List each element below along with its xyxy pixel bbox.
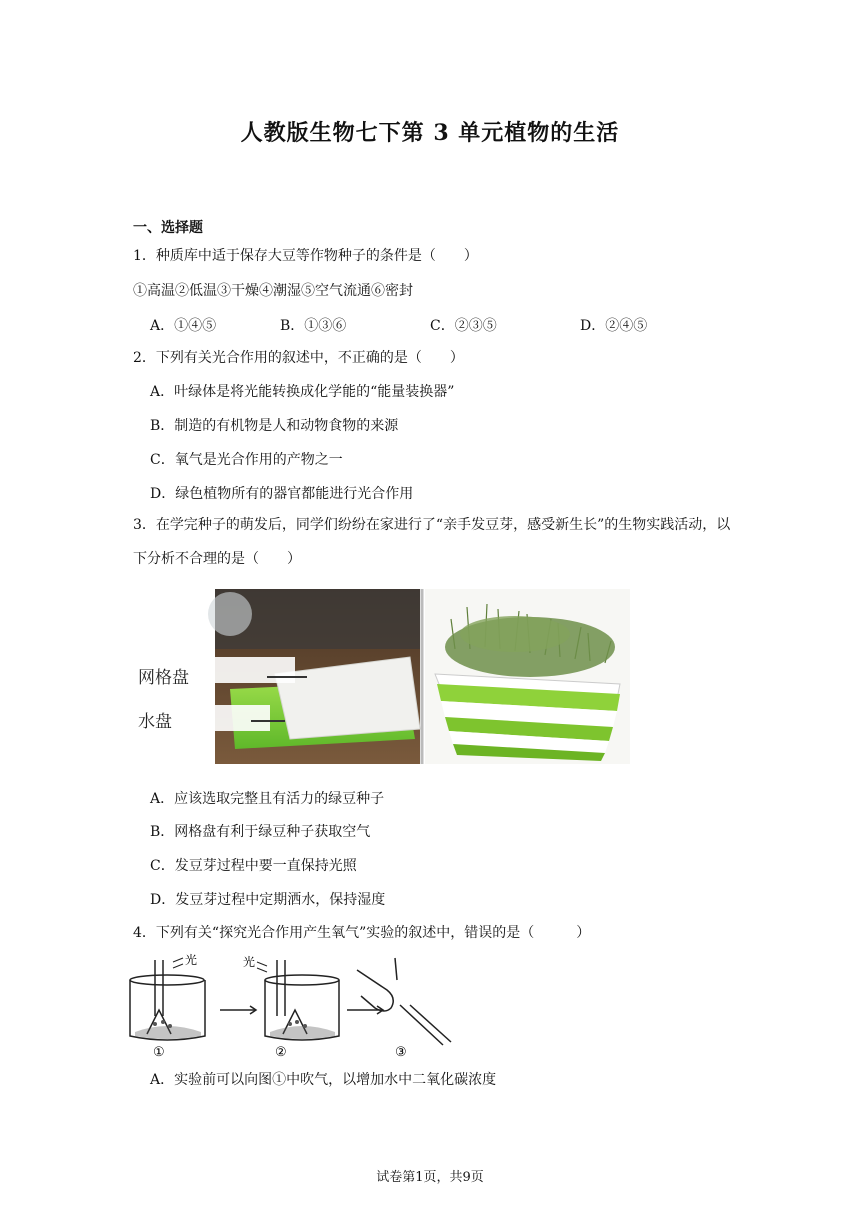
exam-title: 人教版生物七下第 3 单元植物的生活	[240, 120, 620, 146]
grid-tray-label: 网格盘	[138, 668, 189, 688]
q1-conditions: ①高温②低温③干燥④潮湿⑤空气流通⑥密封	[133, 283, 413, 299]
page-footer: 试卷第1页，共9页	[376, 1170, 484, 1185]
q3-option-c: C．发豆芽过程中要一直保持光照	[150, 858, 357, 874]
q3-option-d: D．发豆芽过程中定期洒水，保持湿度	[150, 892, 386, 908]
q3-option-b: B．网格盘有利于绿豆种子获取空气	[150, 824, 371, 840]
light-label-2: 光	[243, 955, 256, 969]
q1-option-b: B．①③⑥	[280, 318, 347, 334]
bean-sprout-photo	[138, 589, 630, 764]
q1-option-a: A．①④⑤	[150, 318, 217, 334]
q2-option-a: A．叶绿体是将光能转换成化学能的“能量装换器”	[150, 384, 455, 400]
oxygen-experiment-diagram	[125, 950, 455, 1060]
figure-label-1: ①	[153, 1045, 165, 1060]
figure-label-3: ③	[395, 1045, 407, 1060]
water-tray-label: 水盘	[138, 712, 172, 732]
q1-option-c: C．②③⑤	[430, 318, 497, 334]
light-label-1: 光	[185, 953, 198, 967]
q2-option-c: C．氧气是光合作用的产物之一	[150, 452, 343, 468]
q2-option-d: D．绿色植物所有的器官都能进行光合作用	[150, 486, 414, 502]
q3-stem: 3．在学完种子的萌发后，同学们纷纷在家进行了“亲手发豆芽，感受新生长”的生物实践活动，以下分析不合理的是（ ）	[133, 517, 731, 567]
section-heading: 一、选择题	[133, 220, 203, 236]
q2-stem: 2．下列有关光合作用的叙述中，不正确的是（ ）	[133, 350, 464, 366]
q1-option-d: D．②④⑤	[580, 318, 648, 334]
q2-option-b: B．制造的有机物是人和动物食物的来源	[150, 418, 399, 434]
q3-option-a: A．应该选取完整且有活力的绿豆种子	[150, 791, 385, 807]
q4-option-a: A．实验前可以向图①中吹气，以增加水中二氧化碳浓度	[150, 1072, 497, 1088]
q1-stem: 1．种质库中适于保存大豆等作物种子的条件是（ ）	[133, 248, 478, 264]
q4-stem: 4．下列有关“探究光合作用产生氧气”实验的叙述中，错误的是（ ）	[133, 925, 591, 941]
figure-label-2: ②	[275, 1045, 287, 1060]
